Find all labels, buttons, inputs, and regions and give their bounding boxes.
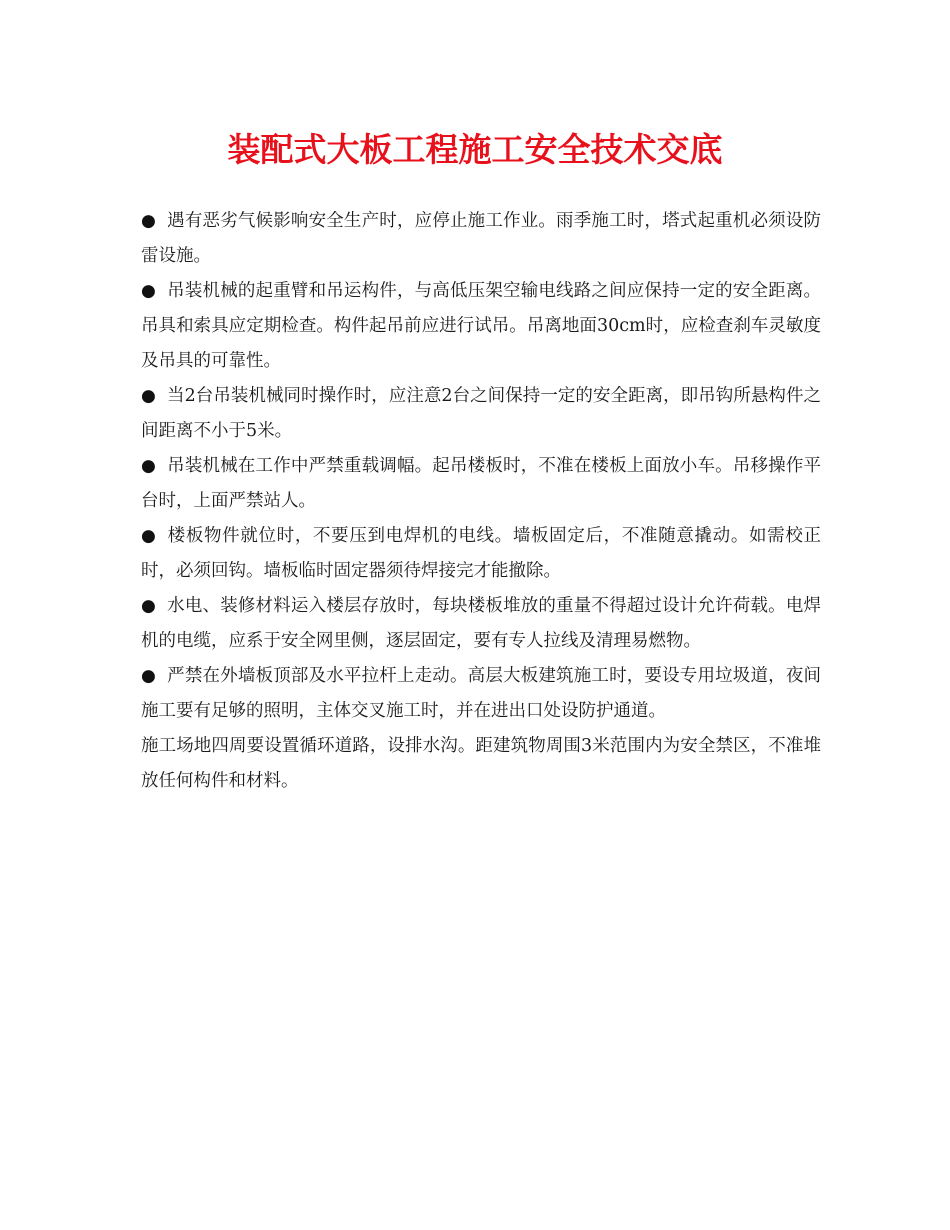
paragraph-8 — [141, 729, 821, 799]
bullet-icon: ● — [141, 211, 156, 231]
paragraph-text: 吊装机械的起重臂和吊运构件，与高低压架空输电线路之间应保持一定的安全距离。吊具和索具应定期检查。构件起吊前应进行试吊。吊离地面30cm时，应检查刹车灵敏度及吊具的可靠性。 — [141, 281, 821, 371]
bullet-icon: ● — [141, 596, 156, 616]
paragraph-5 — [141, 519, 821, 589]
paragraph-text: 遇有恶劣气候影响安全生产时，应停止施工作业。雨季施工时，塔式起重机必须设防雷设施。 — [141, 211, 821, 266]
paragraph-text: 施工场地四周要设置循环道路，设排水沟。距建筑物周围3米范围内为安全禁区，不准堆放任何构件和材料。 — [141, 736, 821, 791]
paragraph-text: 楼板物件就位时，不要压到电焊机的电线。墙板固定后，不准随意撬动。如需校正时，必须回钩。墙板临时固定器须待焊接完才能撤除。 — [141, 526, 821, 581]
paragraph-7 — [141, 659, 821, 729]
paragraph-1 — [141, 204, 821, 274]
paragraph-text: 当2台吊装机械同时操作时，应注意2台之间保持一定的安全距离，即吊钩所悬构件之间距离不小于5米。 — [141, 386, 821, 441]
bullet-icon: ● — [141, 526, 156, 546]
paragraph-2 — [141, 274, 821, 379]
bullet-icon: ● — [141, 281, 156, 301]
bullet-icon: ● — [141, 456, 156, 476]
paragraph-text: 吊装机械在工作中严禁重载调幅。起吊楼板时，不准在楼板上面放小车。吊移操作平台时，上面严禁站人。 — [141, 456, 821, 511]
paragraph-4 — [141, 449, 821, 519]
document-body — [141, 204, 821, 799]
paragraph-6 — [141, 589, 821, 659]
document-title: 装配式大板工程施工安全技术交底 — [227, 130, 723, 169]
paragraph-text: 严禁在外墙板顶部及水平拉杆上走动。高层大板建筑施工时，要设专用垃圾道，夜间施工要有足够的照明，主体交叉施工时，并在进出口处设防护通道。 — [141, 666, 821, 721]
paragraph-text: 水电、装修材料运入楼层存放时，每块楼板堆放的重量不得超过设计允许荷载。电焊机的电缆，应系于安全网里侧，逐层固定，要有专人拉线及清理易燃物。 — [141, 596, 821, 651]
bullet-icon: ● — [141, 666, 156, 686]
bullet-icon: ● — [141, 386, 156, 406]
paragraph-3 — [141, 379, 821, 449]
